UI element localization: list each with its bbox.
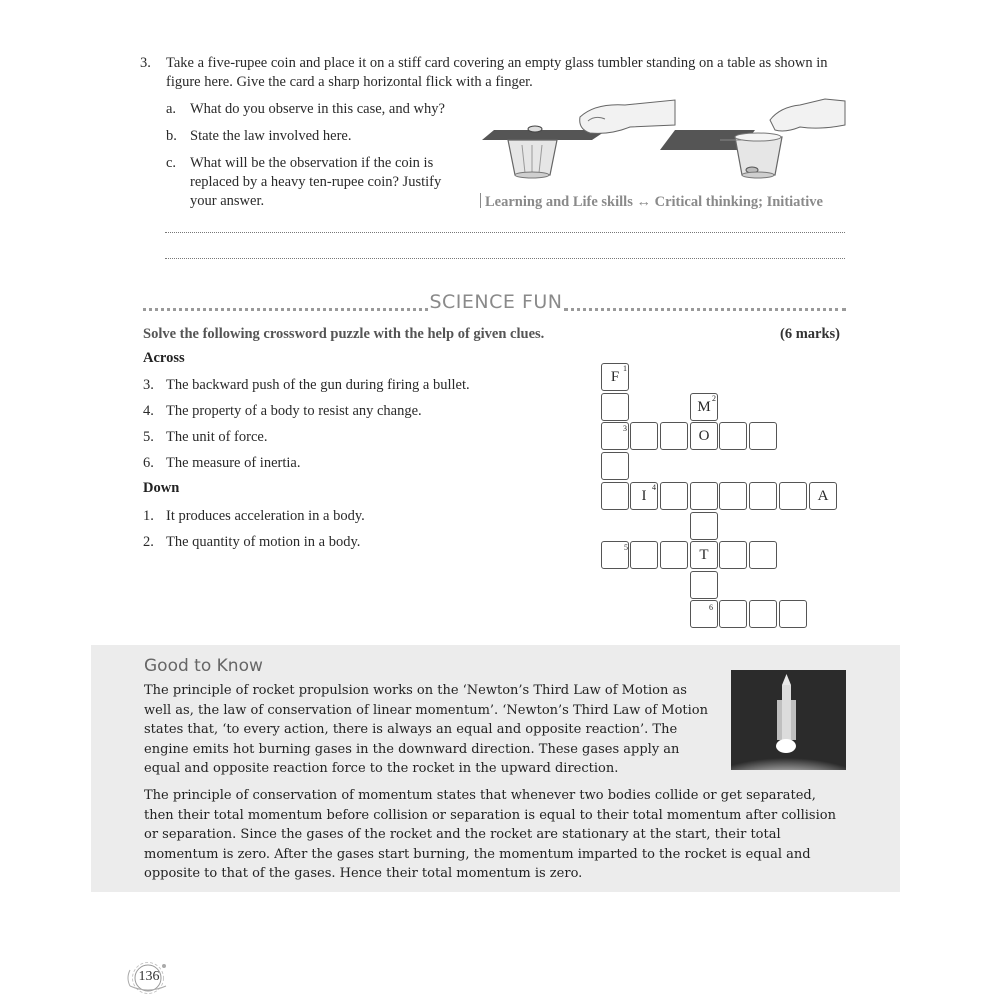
question-part-b: b. State the law involved here.: [166, 128, 352, 144]
skills-tag: Learning and Life skills ↔ Critical thinking; Initiative: [480, 193, 823, 211]
crossword-cell[interactable]: 3: [630, 422, 658, 450]
crossword-cell[interactable]: [690, 482, 718, 510]
crossword-cell[interactable]: T: [690, 541, 718, 569]
crossword-cell[interactable]: [690, 512, 718, 540]
crossword-cell[interactable]: I 4: [630, 482, 658, 510]
question-number: 3.: [140, 55, 151, 71]
question-text: Take a five-rupee coin and place it on a stiff card covering an empty glass tumbler standing on a table as shown in figure here. Give the card a sharp horizontal flick with a finger.: [166, 55, 828, 90]
crossword-cell[interactable]: [660, 482, 688, 510]
answer-line-2: [165, 258, 845, 259]
crossword-cell[interactable]: [630, 541, 658, 569]
crossword-cell[interactable]: [690, 571, 718, 599]
clue-down-2: 2. The quantity of motion in a body.: [143, 534, 361, 550]
crossword-cell[interactable]: [779, 600, 807, 628]
crossword-cell[interactable]: [601, 482, 629, 510]
crossword-cell[interactable]: [749, 600, 777, 628]
marks-label: (6 marks): [780, 326, 841, 342]
coin-card-tumbler-illustration: [480, 95, 850, 190]
clue-across-5: 5. The unit of force.: [143, 429, 268, 445]
crossword-cell[interactable]: [719, 541, 747, 569]
science-fun-header: [143, 291, 846, 321]
crossword-cell[interactable]: [719, 482, 747, 510]
clue-across-6: 6. The measure of inertia.: [143, 455, 301, 471]
question-part-c: c. What will be the observation if the coin is replaced by a heavy ten-rupee coin? Justify your answer.: [166, 155, 442, 209]
clue-across-4: 4. The property of a body to resist any change.: [143, 403, 422, 419]
clue-across-3: 3. The backward push of the gun during firing a bullet.: [143, 377, 470, 393]
crossword-cell[interactable]: [719, 422, 747, 450]
good-to-know-paragraph-2: The principle of conservation of momentum states that whenever two bodies collide or get separated, then their total momentum before collision or separation is equal to their total momentum after collision or separation. Since the gases of the rocket and the rocket are stationary at the start, their total momentum is zero. After the gases start burning, the momentum imparted to the rocket is equal and opposite to that of the gases. Hence their total momentum is zero.: [144, 788, 836, 881]
crossword-cell[interactable]: M 2: [690, 393, 718, 421]
crossword-cell[interactable]: 5: [601, 541, 629, 569]
crossword-cell[interactable]: [779, 482, 807, 510]
page-number: 136: [138, 969, 160, 984]
crossword-cell[interactable]: [660, 422, 688, 450]
crossword-cell[interactable]: F 1: [601, 363, 629, 391]
good-to-know-paragraph-1: The principle of rocket propulsion works on the ‘Newton’s Third Law of Motion as well as, the law of conservation of linear momentum’. ‘Newton’s Third Law of Motion states that, ‘to every action, there is always an equal and opposite reaction’. The engine emits hot burning gases in the downward direction. These gases apply an equal and opposite reaction force to the rocket in the upward direction.: [144, 683, 708, 776]
answer-line-1: [165, 232, 845, 233]
good-to-know-title: Good to Know: [144, 656, 263, 676]
down-heading: Down: [143, 480, 180, 496]
crossword-cell[interactable]: [749, 482, 777, 510]
science-fun-title: SCIENCE FUN: [429, 291, 563, 313]
across-heading: Across: [143, 350, 185, 366]
question-3: [140, 54, 840, 92]
question-part-a: a. What do you observe in this case, and why?: [166, 101, 445, 117]
crossword-cell[interactable]: O: [690, 422, 718, 450]
clue-down-1: 1. It produces acceleration in a body.: [143, 508, 365, 524]
crossword-instruction: Solve the following crossword puzzle with the help of given clues.: [143, 326, 545, 342]
rocket-launch-image: [731, 670, 846, 770]
crossword-cell[interactable]: [719, 600, 747, 628]
crossword-cell[interactable]: A: [809, 482, 837, 510]
crossword-cell[interactable]: [749, 422, 777, 450]
crossword-cell[interactable]: [660, 541, 688, 569]
crossword-cell[interactable]: [601, 452, 629, 480]
crossword-cell[interactable]: 6: [690, 600, 718, 628]
crossword-cell[interactable]: [749, 541, 777, 569]
crossword-cell[interactable]: [601, 393, 629, 421]
